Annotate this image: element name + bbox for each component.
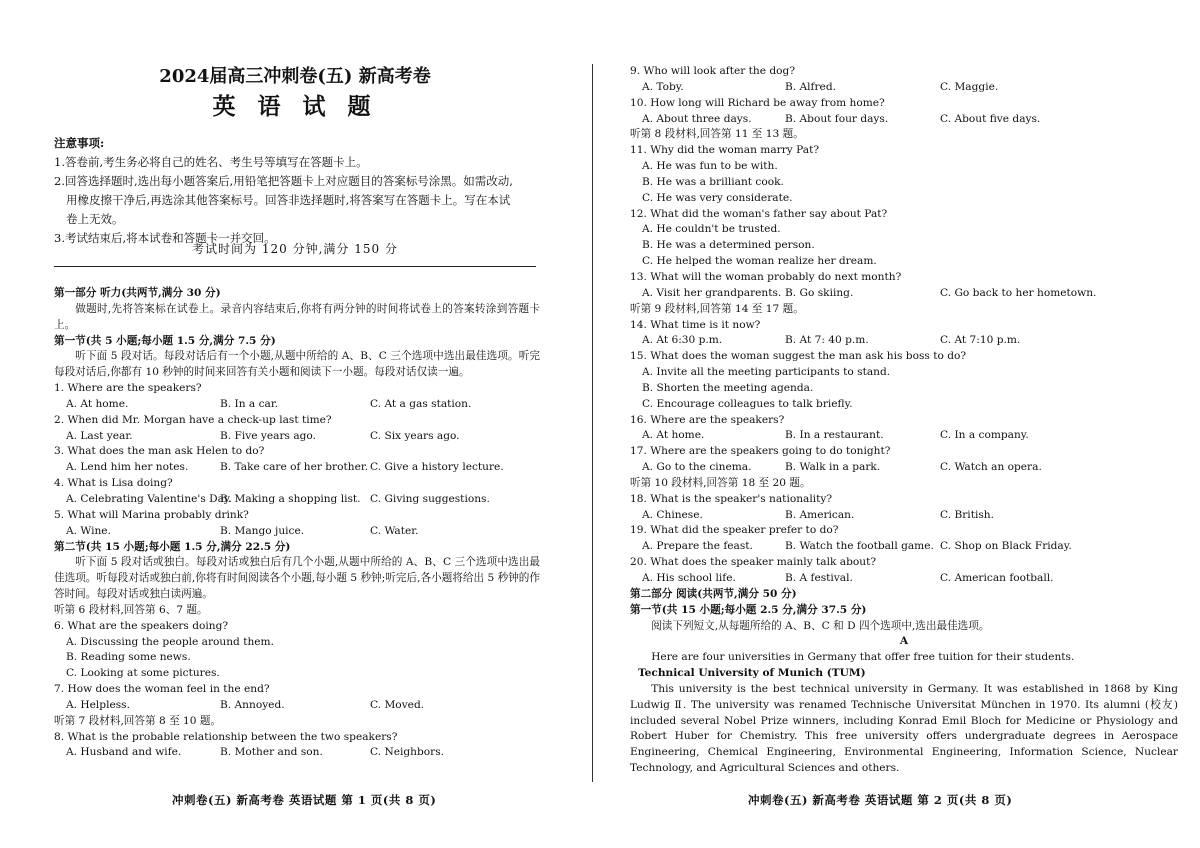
- option-b: B. In a car.: [220, 397, 279, 410]
- option-a: A. Toby.: [642, 80, 684, 93]
- options-10: [630, 112, 1178, 128]
- option-b: B. Making a shopping list.: [220, 492, 361, 505]
- question-5: 5. What will Marina probably drink?: [54, 508, 249, 521]
- sec2-intro: 听下面 5 段对话或独白。每段对话或独白后有几个小题,从题中所给的 A、B、C 三个选项中选出最佳选项。听每段对话或独白前,你将有时间阅读各个小题,每小题 5 秒钟;听完后,各小题将给出 5 秒钟的作答时间。每段对话或独白读两遍。: [54, 556, 540, 601]
- options-5: [54, 524, 540, 540]
- notes-section: [54, 134, 540, 248]
- option-b: B. A festival.: [785, 572, 853, 584]
- option-b: B. Five years ago.: [220, 429, 316, 442]
- question-2: 2. When did Mr. Morgan have a check-up last time?: [54, 413, 332, 426]
- question-1: 1. Where are the speakers?: [54, 382, 202, 395]
- option-c: C. At a gas station.: [370, 397, 472, 410]
- option-b: B. He was a determined person.: [642, 239, 815, 252]
- notes-heading: 注意事项:: [54, 136, 105, 150]
- option-c: C. Shop on Black Friday.: [940, 540, 1072, 553]
- options-20: [630, 571, 1178, 587]
- option-b: B. At 7: 40 p.m.: [785, 334, 869, 347]
- option-a: A. Lend him her notes.: [66, 461, 189, 474]
- part1-intro: 做题时,先将答案标在试卷上。录音内容结束后,你将有两分钟的时间将试卷上的答案转涂到答题卡上。: [54, 302, 540, 331]
- option-c: C. Looking at some pictures.: [66, 667, 220, 680]
- divider: [54, 266, 536, 267]
- option-c: C. He was very considerate.: [642, 191, 793, 204]
- option-b: B. Go skiing.: [785, 286, 854, 299]
- question-14: 14. What time is it now?: [630, 318, 761, 331]
- option-a: A. At home.: [66, 397, 129, 410]
- material-10: 听第 10 段材料,回答第 18 至 20 题。: [630, 476, 811, 489]
- option-a: A. Celebrating Valentine's Day.: [66, 492, 232, 505]
- question-20: 20. What does the speaker mainly talk about?: [630, 556, 877, 569]
- question-10: 10. How long will Richard be away from home?: [630, 96, 885, 109]
- options-18: [630, 508, 1178, 524]
- option-b: B. He was a brilliant cook.: [642, 175, 784, 188]
- options-1: [54, 397, 540, 413]
- option-b: B. Walk in a park.: [785, 461, 881, 474]
- question-3: 3. What does the man ask Helen to do?: [54, 445, 265, 458]
- option-a: A. Visit her grandparents.: [642, 286, 782, 299]
- material-7: 听第 7 段材料,回答第 8 至 10 题。: [54, 714, 222, 727]
- time-info: 考试时间为 120 分钟,满分 150 分: [192, 242, 398, 256]
- note-item: 卷上无效。: [66, 212, 124, 226]
- question-4: 4. What is Lisa doing?: [54, 477, 173, 490]
- option-c: C. Neighbors.: [370, 746, 445, 759]
- options-8: [54, 745, 540, 761]
- options-4: [54, 492, 540, 508]
- option-b: B. About four days.: [785, 112, 889, 125]
- option-a: A. About three days.: [642, 112, 752, 125]
- option-c: C. He helped the woman realize her dream.: [642, 255, 877, 268]
- options-13: [630, 286, 1178, 302]
- question-13: 13. What will the woman probably do next month?: [630, 270, 902, 283]
- option-c: C. Six years ago.: [370, 429, 460, 442]
- option-c: C. British.: [940, 508, 994, 521]
- sec1-heading: 第一节(共 5 小题;每小题 1.5 分,满分 7.5 分): [54, 334, 276, 347]
- option-b: B. Annoyed.: [220, 698, 285, 711]
- sec2-heading: 第二节(共 15 小题;每小题 1.5 分,满分 22.5 分): [54, 540, 291, 553]
- option-a: A. His school life.: [642, 572, 736, 584]
- reading-sec1-heading: 第一节(共 15 小题;每小题 2.5 分,满分 37.5 分): [630, 603, 867, 616]
- options-7: [54, 698, 540, 714]
- column-divider: [592, 64, 593, 782]
- option-b: B. Mango juice.: [220, 524, 305, 537]
- question-7: 7. How does the woman feel in the end?: [54, 683, 270, 696]
- sec1-intro: 听下面 5 段对话。每段对话后有一个小题,从题中所给的 A、B、C 三个选项中选出最佳选项。听完每段对话后,你都有 10 秒钟的时间来回答有关小题和阅读下一小题。每段对话仅读一遍。: [54, 350, 540, 379]
- option-b: B. Alfred.: [785, 80, 836, 93]
- option-c: C. Watch an opera.: [940, 461, 1042, 474]
- note-item: 2.回答选择题时,选出每小题答案后,用铅笔把答题卡上对应题目的答案标号涂黑。如需改动,: [54, 174, 513, 188]
- option-b: B. Shorten the meeting agenda.: [642, 381, 814, 394]
- option-a: A. Husband and wife.: [66, 746, 182, 759]
- exam-title: 2024届高三冲刺卷(五) 新高考卷: [159, 66, 431, 87]
- option-a: A. Invite all the meeting participants to stand.: [642, 366, 891, 379]
- material-9: 听第 9 段材料,回答第 14 至 17 题。: [630, 302, 804, 315]
- option-b: B. Take care of her brother.: [220, 461, 369, 474]
- question-17: 17. Where are the speakers going to do tonight?: [630, 445, 891, 458]
- option-c: C. At 7:10 p.m.: [940, 334, 1021, 347]
- question-18: 18. What is the speaker's nationality?: [630, 492, 833, 505]
- option-c: C. Giving suggestions.: [370, 492, 490, 505]
- page-footer: 冲刺卷(五) 新高考卷 英语试题 第 1 页(共 8 页): [172, 793, 437, 807]
- part2-heading: 第二部分 阅读(共两节,满分 50 分): [630, 587, 797, 600]
- option-b: B. American.: [785, 508, 855, 521]
- question-9: 9. Who will look after the dog?: [630, 65, 795, 77]
- option-c: C. Water.: [370, 524, 419, 537]
- option-b: B. Reading some news.: [66, 651, 191, 664]
- options-14: [630, 333, 1178, 349]
- listening-section: [54, 286, 540, 761]
- option-c: C. Maggie.: [940, 80, 999, 93]
- page-2: [596, 0, 1200, 848]
- passage-label: A: [899, 635, 909, 648]
- options-17: [630, 460, 1178, 476]
- material-6: 听第 6 段材料,回答第 6、7 题。: [54, 603, 208, 616]
- part1-heading: 第一部分 听力(共两节,满分 30 分): [54, 287, 221, 299]
- option-a: A. He was fun to be with.: [642, 160, 778, 173]
- question-8: 8. What is the probable relationship between the two speakers?: [54, 730, 398, 743]
- options-16: [630, 428, 1178, 444]
- university-title: Technical University of Munich (TUM): [638, 667, 866, 680]
- option-a: A. Prepare the feast.: [642, 540, 753, 553]
- options-19: [630, 539, 1178, 555]
- option-c: C. In a company.: [940, 429, 1029, 442]
- option-c: C. American football.: [940, 572, 1054, 584]
- option-b: B. In a restaurant.: [785, 429, 884, 442]
- option-a: A. Wine.: [66, 524, 111, 537]
- passage-intro: Here are four universities in Germany that offer free tuition for their students.: [651, 651, 1075, 664]
- options-9: [630, 80, 1178, 96]
- question-19: 19. What did the speaker prefer to do?: [630, 524, 839, 537]
- note-item: 用橡皮擦干净后,再选涂其他答案标号。回答非选择题时,将答案写在答题卡上。写在本试: [66, 193, 511, 207]
- university-paragraph: This university is the best technical university in Germany. It was established in 1868 by King Ludwig Ⅱ. The university was renamed Technische Universitat München in 1970. Its alumni (校友) included several Nobel Prize winners, including Konrad Emil Bloch for Medicine or Physiology and Robert Huber for Chemistry. This free university offers undergraduate degrees in Aerospace Engineering, Chemical Engineering, Environmental Engineering, Information Science, Nuclear Technology, and Agricultural Sciences and others.: [630, 682, 1178, 775]
- question-12: 12. What did the woman's father say about Pat?: [630, 207, 888, 220]
- question-6: 6. What are the speakers doing?: [54, 619, 229, 632]
- option-c: C. Go back to her hometown.: [940, 286, 1097, 299]
- question-11: 11. Why did the woman marry Pat?: [630, 144, 820, 157]
- option-c: C. Moved.: [370, 698, 425, 711]
- option-a: A. Chinese.: [642, 508, 703, 521]
- option-b: B. Mother and son.: [220, 746, 323, 759]
- options-2: [54, 429, 540, 445]
- option-a: A. Discussing the people around them.: [66, 635, 274, 648]
- option-a: A. Go to the cinema.: [642, 461, 752, 474]
- option-a: A. He couldn't be trusted.: [642, 223, 781, 236]
- option-b: B. Watch the football game.: [785, 540, 934, 553]
- option-a: A. Last year.: [66, 429, 133, 442]
- material-8: 听第 8 段材料,回答第 11 至 13 题。: [630, 128, 804, 141]
- option-c: C. Give a history lecture.: [370, 461, 504, 474]
- option-c: C. Encourage colleagues to talk briefly.: [642, 397, 853, 410]
- options-3: [54, 460, 540, 476]
- question-15: 15. What does the woman suggest the man ask his boss to do?: [630, 350, 967, 363]
- note-item: 1.答卷前,考生务必将自己的姓名、考生号等填写在答题卡上。: [54, 155, 368, 169]
- listening-continued: [630, 64, 1178, 777]
- reading-sec1-intro: 阅读下列短文,从每题所给的 A、B、C 和 D 四个选项中,选出最佳选项。: [651, 619, 990, 632]
- option-a: A. At home.: [642, 429, 705, 442]
- option-c: C. About five days.: [940, 112, 1041, 125]
- note-item: 3.考试结束后,将本试卷和答题卡一并交回。: [54, 231, 276, 245]
- option-a: A. At 6:30 p.m.: [642, 334, 723, 347]
- page-footer: 冲刺卷(五) 新高考卷 英语试题 第 2 页(共 8 页): [748, 793, 1013, 807]
- question-16: 16. Where are the speakers?: [630, 413, 785, 426]
- exam-subtitle: 英 语 试 题: [212, 93, 378, 120]
- page-1: [0, 0, 590, 848]
- option-a: A. Helpless.: [66, 698, 130, 711]
